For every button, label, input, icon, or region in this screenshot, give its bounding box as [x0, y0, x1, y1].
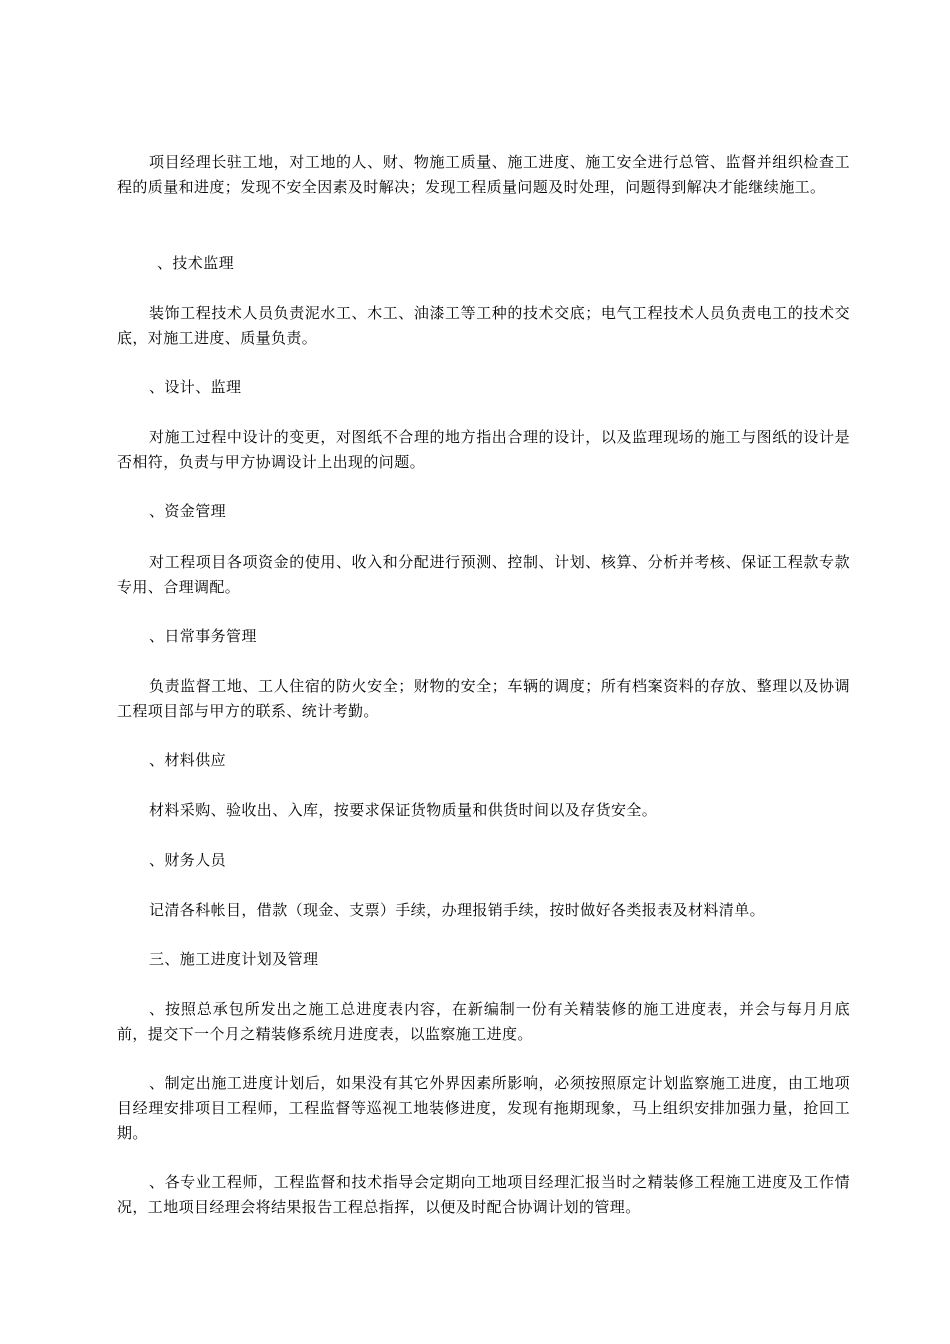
paragraph-fund-management: 对工程项目各项资金的使用、收入和分配进行预测、控制、计划、核算、分析并考核、保证工程款专款专用、合理调配。: [117, 553, 850, 596]
paragraph-material-supply: 材料采购、验收出、入库，按要求保证货物质量和供货时间以及存货安全。: [149, 801, 658, 819]
heading-material-supply: 、材料供应: [149, 751, 227, 769]
paragraph-technical-supervision: 装饰工程技术人员负责泥水工、木工、油漆工等工种的技术交底；电气工程技术人员负责电工的技术交底，对施工进度、质量负责。: [117, 304, 850, 347]
paragraph-schedule-1: 、按照总承包所发出之施工总进度表内容，在新编制一份有关精装修的施工进度表，并会与每月月底前，提交下一个月之精装修系统月进度表，以监察施工进度。: [117, 1000, 850, 1043]
paragraph-project-manager: 项目经理长驻工地，对工地的人、财、物施工质量、施工进度、施工安全进行总管、监督并组织检查工程的质量和进度；发现不安全因素及时解决；发现工程质量问题及时处理，问题得到解决才能继续施工。: [117, 153, 850, 196]
heading-fund-management: 、资金管理: [149, 502, 227, 520]
heading-section-three: 三、施工进度计划及管理: [149, 950, 319, 968]
paragraph-finance-staff: 记清各科帐目，借款（现金、支票）手续，办理报销手续，按时做好各类报表及材料清单。: [149, 901, 766, 919]
heading-design-supervision: 、设计、监理: [149, 378, 242, 396]
heading-technical-supervision: 、技术监理: [157, 254, 235, 272]
paragraph-schedule-3: 、各专业工程师，工程监督和技术指导会定期向工地项目经理汇报当时之精装修工程施工进度及工作情况，工地项目经理会将结果报告工程总指挥，以便及时配合协调计划的管理。: [117, 1173, 850, 1216]
heading-daily-affairs: 、日常事务管理: [149, 627, 257, 645]
paragraph-design-supervision: 对施工过程中设计的变更，对图纸不合理的地方指出合理的设计，以及监理现场的施工与图纸的设计是否相符，负责与甲方协调设计上出现的问题。: [117, 428, 850, 471]
heading-finance-staff: 、财务人员: [149, 851, 227, 869]
paragraph-daily-affairs: 负责监督工地、工人住宿的防火安全；财物的安全；车辆的调度；所有档案资料的存放、整理以及协调工程项目部与甲方的联系、统计考勤。: [117, 677, 850, 720]
paragraph-schedule-2: 、制定出施工进度计划后，如果没有其它外界因素所影响，必须按照原定计划监察施工进度，由工地项目经理安排项目工程师，工程监督等巡视工地装修进度，发现有拖期现象，马上组织安排加强力量，抢回工期。: [117, 1074, 850, 1142]
